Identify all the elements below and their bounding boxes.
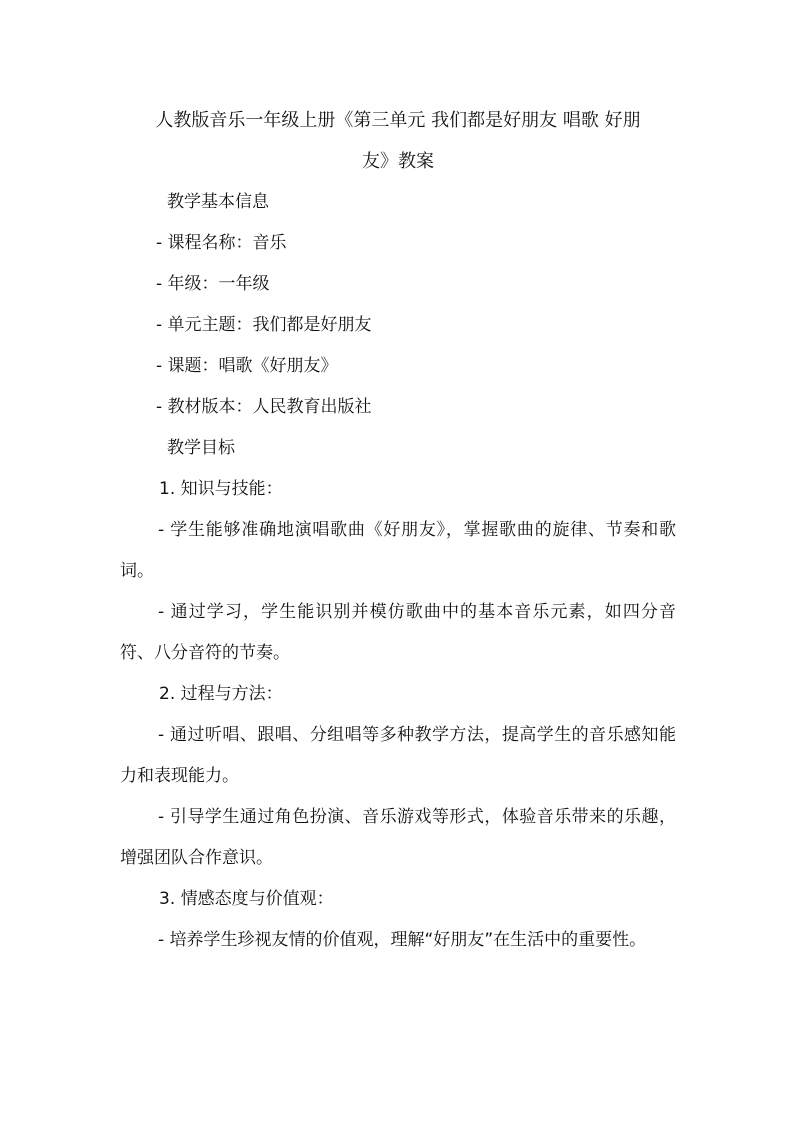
objective-1-point-1: - 学生能够准确地演唱歌曲《好朋友》，掌握歌曲的旋律、节奏和歌词。 bbox=[120, 520, 676, 581]
objective-1-heading: 1. 知识与技能： bbox=[159, 479, 283, 499]
objective-1-point-2: - 通过学习，学生能识别并模仿歌曲中的基本音乐元素，如四分音符、八分音符的节奏。 bbox=[120, 602, 676, 663]
objective-2-heading: 2. 过程与方法： bbox=[159, 684, 283, 704]
basic-info-grade: - 年级：一年级 bbox=[156, 274, 270, 294]
basic-info-course: - 课程名称：音乐 bbox=[156, 233, 287, 253]
document-title bbox=[120, 100, 676, 182]
basic-info-heading: 教学基本信息 bbox=[167, 192, 269, 212]
title-line-1: 人教版音乐一年级上册《第三单元 我们都是好朋友 唱歌 好朋 bbox=[155, 110, 641, 131]
basic-info-unit: - 单元主题：我们都是好朋友 bbox=[156, 315, 372, 335]
objective-2-point-1: - 通过听唱、跟唱、分组唱等多种教学方法，提高学生的音乐感知能力和表现能力。 bbox=[120, 725, 676, 786]
basic-info-textbook: - 教材版本：人民教育出版社 bbox=[156, 397, 372, 417]
objective-3-point-1: - 培养学生珍视友情的价值观，理解“好朋友”在生活中的重要性。 bbox=[158, 930, 647, 950]
basic-info-topic: - 课题：唱歌《好朋友》 bbox=[156, 356, 338, 376]
document-body bbox=[120, 100, 676, 961]
objective-2-point-2: - 引导学生通过角色扮演、音乐游戏等形式，体验音乐带来的乐趣，增强团队合作意识。 bbox=[120, 807, 676, 868]
objective-3-heading: 3. 情感态度与价值观： bbox=[159, 889, 334, 909]
objectives-heading: 教学目标 bbox=[167, 438, 235, 458]
title-line-2: 友》教案 bbox=[362, 151, 434, 172]
